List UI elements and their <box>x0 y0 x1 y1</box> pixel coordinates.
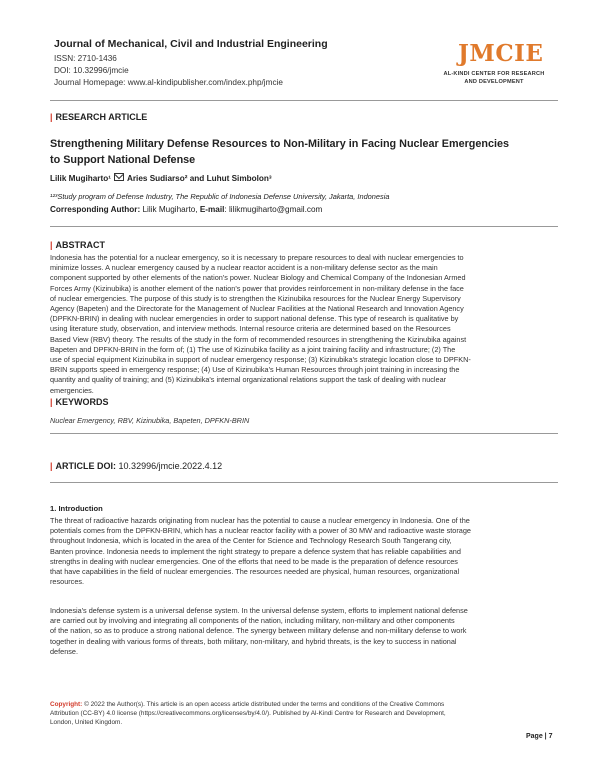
journal-doi: DOI: 10.32996/jmcie <box>54 66 129 75</box>
intro-heading: 1. Introduction <box>50 504 103 513</box>
corresponding-author: Corresponding Author: Lilik Mugiharto, E-mail: lilikmugiharto@gmail.com <box>50 205 323 214</box>
header-divider <box>50 100 558 101</box>
copyright-notice: Copyright: © 2022 the Author(s). This article is an open access article distributed under the terms and conditions of the Creative Commons Attribution (CC-BY) 4.0 license (https://creativecommons.org/licenses/by/4.0/). Published by Al-Kindi Centre for Research and Development, London, United Kingdom. <box>50 701 446 727</box>
abstract-text: Indonesia has the potential for a nuclear emergency, so it is necessary to prepare resources to deal with nuclear emergencies to minimize losses. A nuclear emergency caused by a nuclear reactor accident is a non-military defense sector as the main component supported by other elements of the nation's power. Nuclear Biology and Chemical Company of the Indonesian Armed Forces Army (Kizinubika) is another element of the nation's power that provides reinforcement in non-military defense in the face of nuclear emergencies. The purpose of this study is to strengthen the Kizinubika resources for the Nuclear Energy Supervisory Agency (Bapeten) and the Directorate for the Management of Nuclear Facilities at the National Research and Innovation Agency (DPFKN-BRIN) in dealing with nuclear emergencies in order to support national defense. This type of research is qualitative by using literature study, observation, and interview methods. Internal resource criteria are determined based on the Resources Based View (RBV) theory. The results of the study in the form of recommended resources in strengthening the Kizinubika against Bapeten and DPFKN-BRIN in the form of; (1) The use of Kizinubika facility as a joint training facility and infrastructure; (2) The use of special equipment Kizinubika in support of nuclear emergency response; (3) Kizinubika's strategic location close to DPFKN- BRIN supports speed in emergency response; (4) Use of Kizinubika's Human Resources through joint training in increasing the quantity and quality of training; and (5) Kizinubika's internal organizational relations support the task of dealing with nuclear emergencies. <box>50 253 471 395</box>
keywords: Nuclear Emergency, RBV, Kizinubika, Bapeten, DPFKN-BRIN <box>50 416 250 425</box>
section-divider <box>50 482 558 483</box>
article-doi: | ARTICLE DOI: 10.32996/jmcie.2022.4.12 <box>50 461 223 471</box>
page-number: Page | 7 <box>526 733 553 740</box>
intro-paragraph-1: The threat of radioactive hazards originating from nuclear has the potential to cause a nuclear emergency in Indonesia. One of the potentials comes from the DPFKN-BRIN, which has a nuclear reactor facility with a power of 30 MW and radioactive waste storage throughout Indonesia, which is located in the area of the Center for Science and Technology Research South Tangerang city, Banten province. Indonesia needs to implement the right strategy to prepare a defence system that has reliable capabilities and strengths in dealing with nuclear emergencies. One of the efforts that need to be made is the preparation of defence resources that have capabilities in the field of nuclear emergencies. The resources needed are physical, human resources, organizational resources. <box>50 516 471 587</box>
article-type: | RESEARCH ARTICLE <box>50 112 148 122</box>
red-bar-icon: | <box>50 240 53 250</box>
red-bar-icon: | <box>50 397 53 407</box>
abstract-heading: | ABSTRACT <box>50 240 106 250</box>
red-bar-icon: | <box>50 461 53 471</box>
authors: Lilik Mugiharto¹ Aries Sudiarso² and Luhut Simbolon³ <box>50 174 272 183</box>
envelope-icon[interactable] <box>114 173 124 181</box>
section-divider <box>50 433 558 434</box>
jmcie-logo: JMCIE <box>458 40 544 67</box>
publisher-line-2: AND DEVELOPMENT <box>464 79 524 85</box>
issn: ISSN: 2710-1436 <box>54 54 117 63</box>
intro-paragraph-2: Indonesia's defense system is a universal defense system. In the universal defense system, efforts to implement national defense are carried out by involving and integrating all components of the nation, including military, non-military and other components of the nation, so as to produce a strong national defence. The synergy between military defense and non-military defense to work together in dealing with various forms of threats, both military, non-military, and hybrid threats, is the key to success in national defense. <box>50 606 468 656</box>
section-divider <box>50 226 558 227</box>
journal-title: Journal of Mechanical, Civil and Industrial Engineering <box>54 38 328 50</box>
red-bar-icon: | <box>50 112 53 122</box>
affiliation: ¹²³Study program of Defense Industry, The Republic of Indonesia Defense University, Jakarta, Indonesia <box>50 192 390 201</box>
article-title: Strengthening Military Defense Resources to Non-Military in Facing Nuclear Emergencies to Support National Defense <box>50 138 509 166</box>
journal-homepage[interactable]: Journal Homepage: www.al-kindipublisher.com/index.php/jmcie <box>54 78 283 87</box>
publisher-line-1: AL-KINDI CENTER FOR RESEARCH <box>443 71 545 77</box>
keywords-heading: | KEYWORDS <box>50 397 109 407</box>
